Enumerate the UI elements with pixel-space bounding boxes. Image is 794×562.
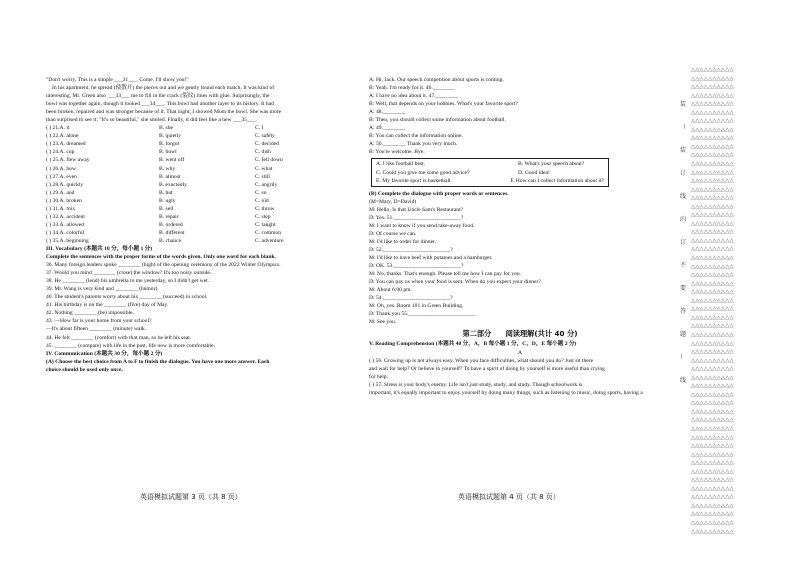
cloze-option-row	[46, 156, 356, 164]
communication-instructions-2: choice should be used only once.	[46, 366, 123, 373]
dialogue-a-line: B: Then, you should collect some information about football.	[369, 117, 506, 124]
triangle-row: △△△△△△△△△△	[691, 169, 734, 176]
cloze-option-row	[46, 181, 356, 189]
dialogue-a-line: A: 49.________	[369, 125, 406, 132]
cloze-option: C. safely	[255, 133, 275, 140]
binding-mark: 题	[679, 331, 686, 338]
vocab-item: 45. ________ (compare) with life in the past, life now is more comfortable.	[46, 342, 215, 349]
choice-option: B. What's your speech about?	[518, 161, 585, 168]
triangle-row: △△△△△△△△△△	[691, 280, 734, 287]
triangle-row: △△△△△△△△△△	[691, 511, 734, 518]
binding-mark: 内	[679, 216, 686, 223]
dialogue-a-line: B: Well, that depends on your hobbies. What's your favorite sport?	[369, 101, 518, 108]
dialogue-b-line: M: I want to know if you send take-away food.	[369, 222, 475, 229]
cloze-option: B. exactedly	[159, 181, 187, 188]
triangle-row: △△△△△△△△△△	[691, 229, 734, 236]
triangle-row: △△△△△△△△△△	[691, 143, 734, 150]
cloze-option: ( ) 29.A. and	[46, 189, 75, 196]
cloze-option: C. angrily	[255, 181, 278, 188]
cloze-option-row	[46, 165, 356, 173]
triangle-row: △△△△△△△△△△	[691, 331, 734, 338]
cloze-option: ( ) 25.A. flew away	[46, 157, 90, 164]
choice-option: D. Good idea!	[518, 169, 550, 176]
cloze-option-row	[46, 124, 356, 132]
dialogue-b-line: D: 52.________________________?	[369, 246, 453, 253]
dialogue-b-title: (B) Complete the dialogue with proper words or sentences.	[369, 190, 509, 197]
dialogue-b-line: M: I'd like to order for dinner.	[369, 238, 437, 245]
cloze-option: ( ) 32.A. accident	[46, 213, 85, 220]
triangle-row: △△△△△△△△△△	[691, 212, 734, 219]
cloze-option-row	[46, 197, 356, 205]
triangle-row: △△△△△△△△△△	[691, 289, 734, 296]
triangle-row: △△△△△△△△△△	[691, 323, 734, 330]
binding-mark: 装	[679, 101, 686, 108]
triangle-row: △△△△△△△△△△	[691, 451, 734, 458]
triangle-row: △△△△△△△△△△	[691, 135, 734, 142]
triangle-row: △△△△△△△△△△	[691, 349, 734, 356]
right-column	[369, 76, 671, 397]
vocab-item: 42. Nothing ________ (be) impossible.	[46, 310, 134, 317]
dialogue-b-line: D: Of course we can.	[369, 230, 417, 237]
triangle-row: △△△△△△△△△△	[691, 425, 734, 432]
binding-mark: （	[679, 124, 686, 131]
triangle-row: △△△△△△△△△△	[691, 118, 734, 125]
reading-line: and wait for help? Or believe in yourself? To have a spirit of doing by yourself is more useful than crying	[369, 365, 605, 372]
choice-option: F. How can I collect information about it?	[510, 177, 604, 184]
cloze-option-row	[46, 205, 356, 213]
triangle-row: △△△△△△△△△△	[691, 357, 734, 364]
cloze-options	[46, 124, 356, 245]
cloze-option: C. decided	[255, 141, 279, 148]
cloze-option: ( ) 24.A. cup	[46, 149, 75, 156]
triangle-row: △△△△△△△△△△	[691, 477, 734, 484]
dialogue-b-line: D: OK. 53.________________________?	[369, 263, 464, 270]
reading-passage-label: A	[517, 349, 523, 356]
cloze-option: C. taught	[255, 221, 276, 228]
cloze-option: B. went off	[159, 157, 185, 164]
part-two-heading: 第二部分 阅读理解(共计 40 分)	[462, 329, 578, 339]
cloze-option-row	[46, 148, 356, 156]
cloze-option: C. dish	[255, 149, 271, 156]
dialogue-b-line: M: Oh, yes. Room 101 in Green Building.	[369, 303, 464, 310]
dialogue-b-line: M: I'd like to have beef with potatoes and a hamburger.	[369, 254, 493, 261]
cloze-option: ( ) 34.A. colorful	[46, 229, 85, 236]
dialogue-b-line: D: Yes. 51.________________________?	[369, 214, 464, 221]
reading-passage	[369, 357, 671, 397]
dialogue-b-line: D: 54.________________________?	[369, 295, 453, 302]
cloze-option: B. forgot	[159, 141, 180, 148]
cloze-option: C. still	[255, 173, 270, 180]
cloze-option: C. common	[255, 229, 282, 236]
binding-line-notice	[678, 70, 688, 510]
triangle-row: △△△△△△△△△△	[691, 203, 734, 210]
cloze-option: ( ) 26.A. how	[46, 165, 76, 172]
cloze-option: ( ) 22.A. alone	[46, 133, 79, 140]
triangle-row: △△△△△△△△△△	[691, 220, 734, 227]
triangle-row: △△△△△△△△△△	[691, 366, 734, 373]
cloze-option-row	[46, 140, 356, 148]
cloze-option: ( ) 35.A. beginning	[46, 237, 89, 244]
dialogue-b	[369, 206, 671, 327]
triangle-row: △△△△△△△△△△	[691, 502, 734, 509]
cloze-option-row	[46, 221, 356, 229]
cloze-option: ( ) 31.A. mix	[46, 205, 76, 212]
binding-mark: 订	[679, 170, 686, 177]
triangle-row: △△△△△△△△△△	[691, 161, 734, 168]
reading-line: important, it's equally important to enjoy yourself by doing many things, such as listening to music, doing sports, having a	[369, 389, 643, 396]
dialogue-b-line: D: Thank you 55.________________________	[369, 311, 476, 318]
communication-title: IV. Communication (本题共 30 分，每小题 2 分)	[46, 350, 163, 357]
triangle-row: △△△△△△△△△△	[691, 237, 734, 244]
cloze-option: ( ) 28.A. quickly	[46, 181, 84, 188]
choice-option: E. My favorite sport is basketball.	[376, 177, 452, 184]
cloze-option: C. fell down	[255, 157, 283, 164]
dialogue-a-line: A: 48.________	[369, 109, 406, 116]
cloze-option: C. old	[255, 197, 269, 204]
dialogue-a	[369, 76, 671, 156]
triangle-row: △△△△△△△△△△	[691, 297, 734, 304]
passage-line: than surprised to see it: "It's so beautiful," she smiled. Finally, it did feel like a new ___35___.	[46, 117, 257, 124]
cloze-option: B. bowl	[159, 149, 177, 156]
cloze-passage	[46, 76, 356, 124]
dialogue-b-line: M: No, thanks. That's enough. Please tell me how I can pay for you.	[369, 271, 522, 278]
cloze-option: ( ) 30.A. broken	[46, 197, 82, 204]
triangle-row: △△△△△△△△△△	[691, 152, 734, 159]
triangle-row: △△△△△△△△△△	[691, 434, 734, 441]
triangle-row: △△△△△△△△△△	[691, 314, 734, 321]
passage-line: bowl was together again, though it looked ___34___. This bowl had another layer to its history. It had	[46, 101, 274, 108]
reading-line: for help.	[369, 373, 388, 380]
vocab-item: 38. He ________ (lend) his umbrella to me yesterday, so I didn't get wet.	[46, 278, 210, 285]
cloze-option: B. but	[159, 189, 173, 196]
dialogue-a-line: A: Hi, Jack. Our speech competition about sports is coming.	[369, 77, 504, 83]
page-footer-left: 英语模拟试题第 3 页（共 8 页）	[140, 493, 242, 501]
triangle-row: △△△△△△△△△△	[691, 408, 734, 415]
triangle-row: △△△△△△△△△△	[691, 494, 734, 501]
triangle-row: △△△△△△△△△△	[691, 400, 734, 407]
choice-option: A. I like football best.	[376, 161, 426, 168]
triangle-row: △△△△△△△△△△	[691, 306, 734, 313]
choice-option: C. Could you give me some good advice?	[376, 169, 470, 176]
binding-mark: 线	[679, 193, 686, 200]
vocab-item: 41. His birthday is on the ________ (five) day of May.	[46, 302, 169, 309]
triangle-row: △△△△△△△△△△	[691, 528, 734, 535]
triangle-row: △△△△△△△△△△	[691, 75, 734, 82]
choice-row	[376, 177, 604, 185]
cloze-option: C. step	[255, 213, 271, 220]
choice-box	[371, 158, 609, 186]
vocab-item: 40. The student's parents worry about his ________ (succeed) in school.	[46, 294, 208, 301]
dialogue-a-line: B: You're welcome. Bye.	[369, 149, 425, 156]
passage-line: "Don't worry. This is a simple ___31___. Come. I'll show you!"	[46, 77, 189, 83]
reading-line: ( ) 57. Stress is your body's enemy. Life isn't just study, study, and study. Though schoolwork is	[369, 381, 583, 388]
cloze-option: B. ordered	[159, 221, 183, 228]
binding-mark: 答	[679, 308, 686, 315]
triangle-row: △△△△△△△△△△	[691, 460, 734, 467]
triangle-row: △△△△△△△△△△	[691, 340, 734, 347]
triangle-row: △△△△△△△△△△	[691, 417, 734, 424]
dialogue-a-line: A: 50.________ Thank you very much.	[369, 141, 458, 148]
binding-mark: 装	[679, 147, 686, 154]
triangle-row: △△△△△△△△△△	[691, 246, 734, 253]
triangle-row: △△△△△△△△△△	[691, 383, 734, 390]
cloze-option-row	[46, 132, 356, 140]
triangle-row: △△△△△△△△△△	[691, 485, 734, 492]
triangle-row: △△△△△△△△△△	[691, 84, 734, 91]
dialogue-b-line: M: See you.	[369, 319, 397, 326]
vocab-item: 43. —How far is your home from your school?	[46, 318, 152, 325]
cloze-option: B. chance	[159, 237, 182, 244]
cloze-option: B. quietly	[159, 133, 182, 140]
triangle-row: △△△△△△△△△△	[691, 126, 734, 133]
triangle-row: △△△△△△△△△△	[691, 391, 734, 398]
cloze-option-row	[46, 237, 356, 245]
triangle-row: △△△△△△△△△△	[691, 195, 734, 202]
triangle-row: △△△△△△△△△△	[691, 443, 734, 450]
vocab-item: —It's about fifteen ________ (minute) walk.	[46, 326, 147, 333]
cloze-option: B. why	[159, 165, 176, 172]
vocab-items	[46, 261, 356, 350]
cloze-option: C. what	[255, 165, 273, 172]
triangle-row: △△△△△△△△△△	[691, 101, 734, 108]
choice-row	[376, 160, 604, 168]
cloze-option: C. adventure	[255, 237, 284, 244]
vocab-item: 44. He felt ________ (comfort) with that man, so he left his seat.	[46, 334, 192, 341]
cloze-option: ( ) 21.A. it	[46, 125, 70, 132]
cloze-option: B. different	[159, 229, 185, 236]
binding-mark: 订	[679, 239, 686, 246]
cloze-option: ( ) 27.A. even	[46, 173, 77, 180]
triangle-row: △△△△△△△△△△	[691, 92, 734, 99]
dialogue-a-line: A: I have no idea about it. 47.________	[369, 93, 459, 100]
dialogue-b-line: M: About 6:00 pm.	[369, 287, 412, 294]
cloze-option: C. I	[255, 125, 264, 132]
cloze-option-row	[46, 189, 356, 197]
cloze-option: C. so	[255, 189, 267, 196]
binding-mark: 线	[679, 377, 686, 384]
dialogue-b-roles: (M=Mary, D=David)	[369, 198, 417, 205]
cloze-option: B. sell	[159, 205, 174, 212]
triangle-fill-column	[691, 66, 753, 541]
cloze-option: B. she	[159, 125, 173, 132]
vocab-title: III. Vocabulary (本题共 10 分，每小题 1 分)	[46, 245, 153, 252]
triangle-row: △△△△△△△△△△	[691, 374, 734, 381]
cloze-option-row	[46, 173, 356, 181]
triangle-row: △△△△△△△△△△	[691, 109, 734, 116]
triangle-row: △△△△△△△△△△	[691, 468, 734, 475]
triangle-row: △△△△△△△△△△	[691, 272, 734, 279]
cloze-option: B. ugly	[159, 197, 176, 204]
binding-mark: 要	[679, 285, 686, 292]
cloze-option-row	[46, 229, 356, 237]
page-footer-right: 英语模拟试题第 4 页（共 8 页）	[458, 493, 560, 501]
triangle-row: △△△△△△△△△△	[691, 519, 734, 526]
triangle-row: △△△△△△△△△△	[691, 178, 734, 185]
choice-row	[376, 169, 604, 177]
binding-mark: 不	[679, 262, 686, 269]
triangle-row: △△△△△△△△△△	[691, 67, 734, 73]
dialogue-b-line: D: You can pay us when your food is sent. When do you expect your dinner?	[369, 279, 541, 286]
triangle-row: △△△△△△△△△△	[691, 186, 734, 193]
vocab-item: 37. Would you mind ________ (close) the window? It's too noisy outside.	[46, 270, 212, 277]
cloze-option: ( ) 23.A. dreamed	[46, 141, 86, 148]
vocab-instructions: Complete the sentences with the proper forms of the words given. Only one word for each blank.	[46, 254, 276, 261]
communication-instructions-1: (A) Choose the best choice from A to F to finish the dialogue. You have one more answer. Each	[46, 358, 270, 365]
dialogue-b-line: M: Hello, Is that Uncle Sam's Restaurant?	[369, 206, 464, 213]
passage-line: In his apartment, he spread (使散开) the pieces out and we gently found each match. It was kind of	[52, 85, 275, 92]
vocab-item: 39. Mr. Wang is very kind and ________ (humor).	[46, 286, 159, 293]
passage-line: been broken, repaired and was stronger because of it. That night, I showed Mom the bowl. She was more	[46, 109, 282, 116]
cloze-option: C. throw	[255, 205, 275, 212]
cloze-option: ( ) 33.A. allowed	[46, 221, 85, 228]
triangle-row: △△△△△△△△△△	[691, 255, 734, 262]
left-column	[46, 76, 356, 374]
binding-mark: ）	[679, 354, 686, 361]
reading-line: ( ) 56. Growing up is not always easy. When you face difficulties, what should you do? Just sit there	[369, 357, 594, 364]
cloze-option: B. almost	[159, 173, 181, 180]
triangle-row: △△△△△△△△△△	[691, 263, 734, 270]
reading-title: V. Reading Comprehension (本题共 40 分，A，B 每小题 1 分，C，D，E 每小题 2 分)	[369, 341, 577, 348]
cloze-option-row	[46, 213, 356, 221]
passage-line: interesting. Mr. Green also ___33___ me to fill in the crack (裂纹) lines with glue. Surprisingly, the	[46, 93, 270, 100]
dialogue-a-line: B: Yeah. I'm ready for it. 46.________	[369, 85, 456, 92]
vocab-item: 36. Many foreign leaders spoke ________ (high) of the opening ceremony of the 2022 Winter Olympics.	[46, 262, 281, 269]
dialogue-a-line: B: You can collect the information online.	[369, 133, 463, 140]
cloze-option: B. repair	[159, 213, 179, 220]
